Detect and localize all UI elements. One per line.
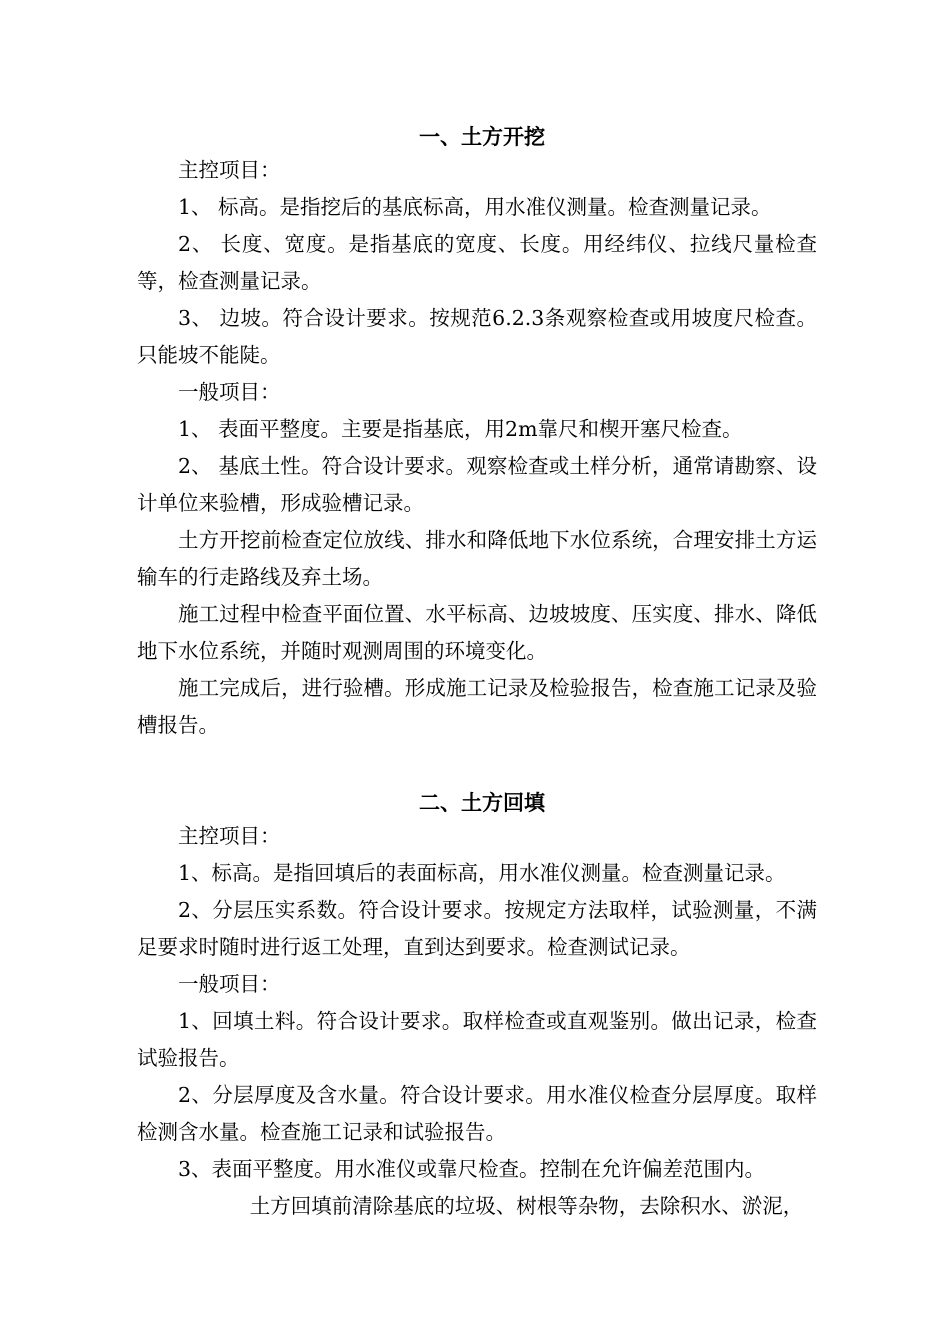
paragraph: 1、回填土料。符合设计要求。取样检查或直观鉴别。做出记录，检查试验报告。	[137, 1009, 817, 1070]
paragraph: 主控项目：	[178, 824, 281, 848]
paragraph: 2、分层厚度及含水量。符合设计要求。用水准仪检查分层厚度。取样检测含水量。检查施工记录和试验报告。	[137, 1083, 817, 1144]
paragraph: 2、分层压实系数。符合设计要求。按规定方法取样，试验测量，不满足要求时随时进行返工处理，直到达到要求。检查测试记录。	[137, 898, 817, 959]
paragraph: 2、 长度、宽度。是指基底的宽度、长度。用经纬仪、拉线尺量检查等，检查测量记录。	[137, 232, 817, 293]
paragraph: 一般项目：	[178, 380, 281, 404]
paragraph: 土方开挖前检查定位放线、排水和降低地下水位系统，合理安排土方运输车的行走路线及弃土场。	[137, 528, 817, 589]
paragraph: 施工过程中检查平面位置、水平标高、边坡坡度、压实度、排水、降低地下水位系统，并随时观测周围的环境变化。	[137, 602, 817, 663]
paragraph: 主控项目：	[178, 158, 281, 182]
paragraph: 3、 边坡。符合设计要求。按规范6.2.3条观察检查或用坡度尺检查。只能坡不能陡。	[137, 306, 817, 367]
section-1-body	[137, 152, 817, 744]
paragraph: 1、 表面平整度。主要是指基底，用2m靠尺和楔开塞尺检查。	[178, 417, 743, 441]
section-2-title: 二、土方回填	[419, 791, 545, 815]
section-1-title: 一、土方开挖	[419, 125, 545, 149]
paragraph: 3、表面平整度。用水准仪或靠尺检查。控制在允许偏差范围内。	[178, 1157, 766, 1181]
document-body	[137, 126, 817, 1225]
paragraph: 施工完成后，进行验槽。形成施工记录及检验报告，检查施工记录及验槽报告。	[137, 676, 817, 737]
paragraph: 一般项目：	[178, 972, 281, 996]
paragraph: 土方回填前清除基底的垃圾、树根等杂物，去除积水、淤泥，	[249, 1194, 804, 1218]
paragraph: 2、 基底土性。符合设计要求。观察检查或土样分析，通常请勘察、设计单位来验槽，形成验槽记录。	[137, 454, 817, 515]
paragraph: 1、 标高。是指挖后的基底标高，用水准仪测量。检查测量记录。	[178, 195, 772, 219]
section-gap	[137, 744, 817, 792]
paragraph: 1、标高。是指回填后的表面标高，用水准仪测量。检查测量记录。	[178, 861, 786, 885]
section-2-body	[137, 818, 817, 1225]
